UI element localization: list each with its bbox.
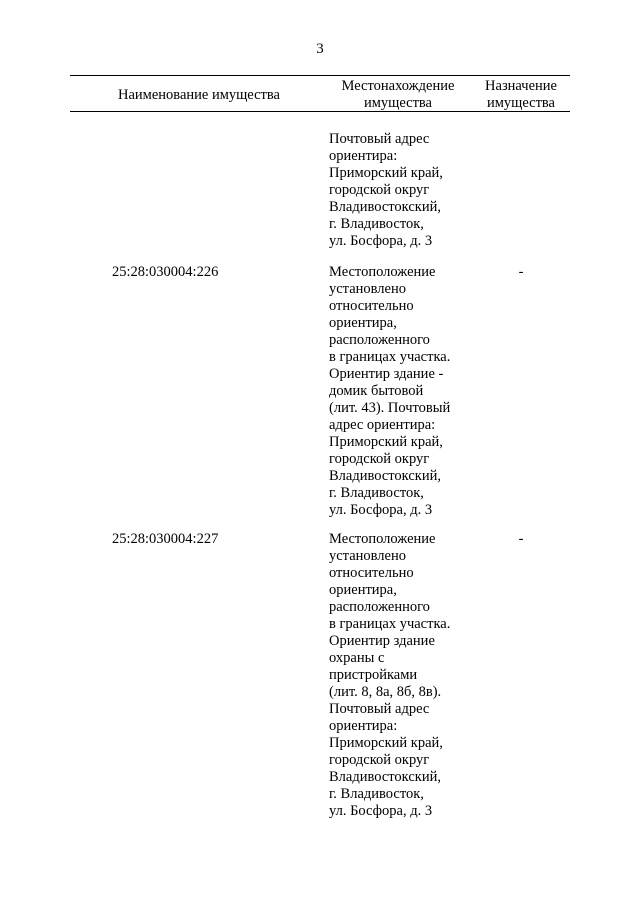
location-line: (лит. 8, 8а, 8б, 8в). [329,684,442,700]
header-location-line2: имущества [363,94,432,111]
row-1-location-cell [329,264,479,519]
location-line: относительно [329,298,414,314]
location-line: ул. Босфора, д. 3 [329,502,433,518]
location-line: адрес ориентира: [329,417,436,433]
location-line: г. Владивосток, [329,786,424,802]
location-line: установлено [329,548,406,564]
location-line: пристройками [329,667,418,683]
row-1-purpose: - [518,264,524,280]
location-line: Владивостокский, [329,468,441,484]
row-2-cadastral-number: 25:28:030004:227 [112,531,219,547]
location-line: (лит. 43). Почтовый [329,400,451,416]
location-line: Владивостокский, [329,199,441,215]
location-line: Местоположение [329,531,436,547]
continuation-location-cell [329,131,479,250]
row-2-purpose: - [518,531,524,547]
location-line: Владивостокский, [329,769,441,785]
location-line: охраны с [329,650,385,666]
location-line: Ориентир здание [329,633,435,649]
location-line: в границах участка. [329,349,451,365]
location-line: домик бытовой [329,383,424,399]
page-number: 3 [316,41,324,57]
location-line: Приморский край, [329,165,443,181]
location-line: ориентира, [329,582,397,598]
header-location [328,78,468,111]
header-purpose-line1: Назначение [485,78,557,94]
location-line: городской округ [329,752,430,768]
header-name: Наименование имущества [118,87,280,103]
location-line: городской округ [329,451,430,467]
location-line: г. Владивосток, [329,485,424,501]
location-line: установлено [329,281,406,297]
location-line: расположенного [329,599,430,615]
location-line: ул. Босфора, д. 3 [329,803,433,819]
location-line: Приморский край, [329,735,443,751]
location-line: Местоположение [329,264,436,280]
location-line: относительно [329,565,414,581]
table-top-rule [70,75,570,76]
header-location-line1: Местонахождение [341,78,455,94]
location-line: ул. Босфора, д. 3 [329,233,433,249]
header-purpose [472,78,570,111]
location-line: в границах участка. [329,616,451,632]
location-line: городской округ [329,182,430,198]
location-line: ориентира: [329,718,398,734]
header-purpose-line2: имущества [486,94,555,111]
location-line: расположенного [329,332,430,348]
location-line: Почтовый адрес [329,701,430,717]
location-line: Ориентир здание - [329,366,444,382]
location-line: ориентира: [329,148,398,164]
location-line: Почтовый адрес [329,131,430,147]
table-header-rule [70,111,570,112]
location-line: г. Владивосток, [329,216,424,232]
row-2-location-cell [329,531,479,820]
location-line: ориентира, [329,315,397,331]
row-1-cadastral-number: 25:28:030004:226 [112,264,219,280]
location-line: Приморский край, [329,434,443,450]
